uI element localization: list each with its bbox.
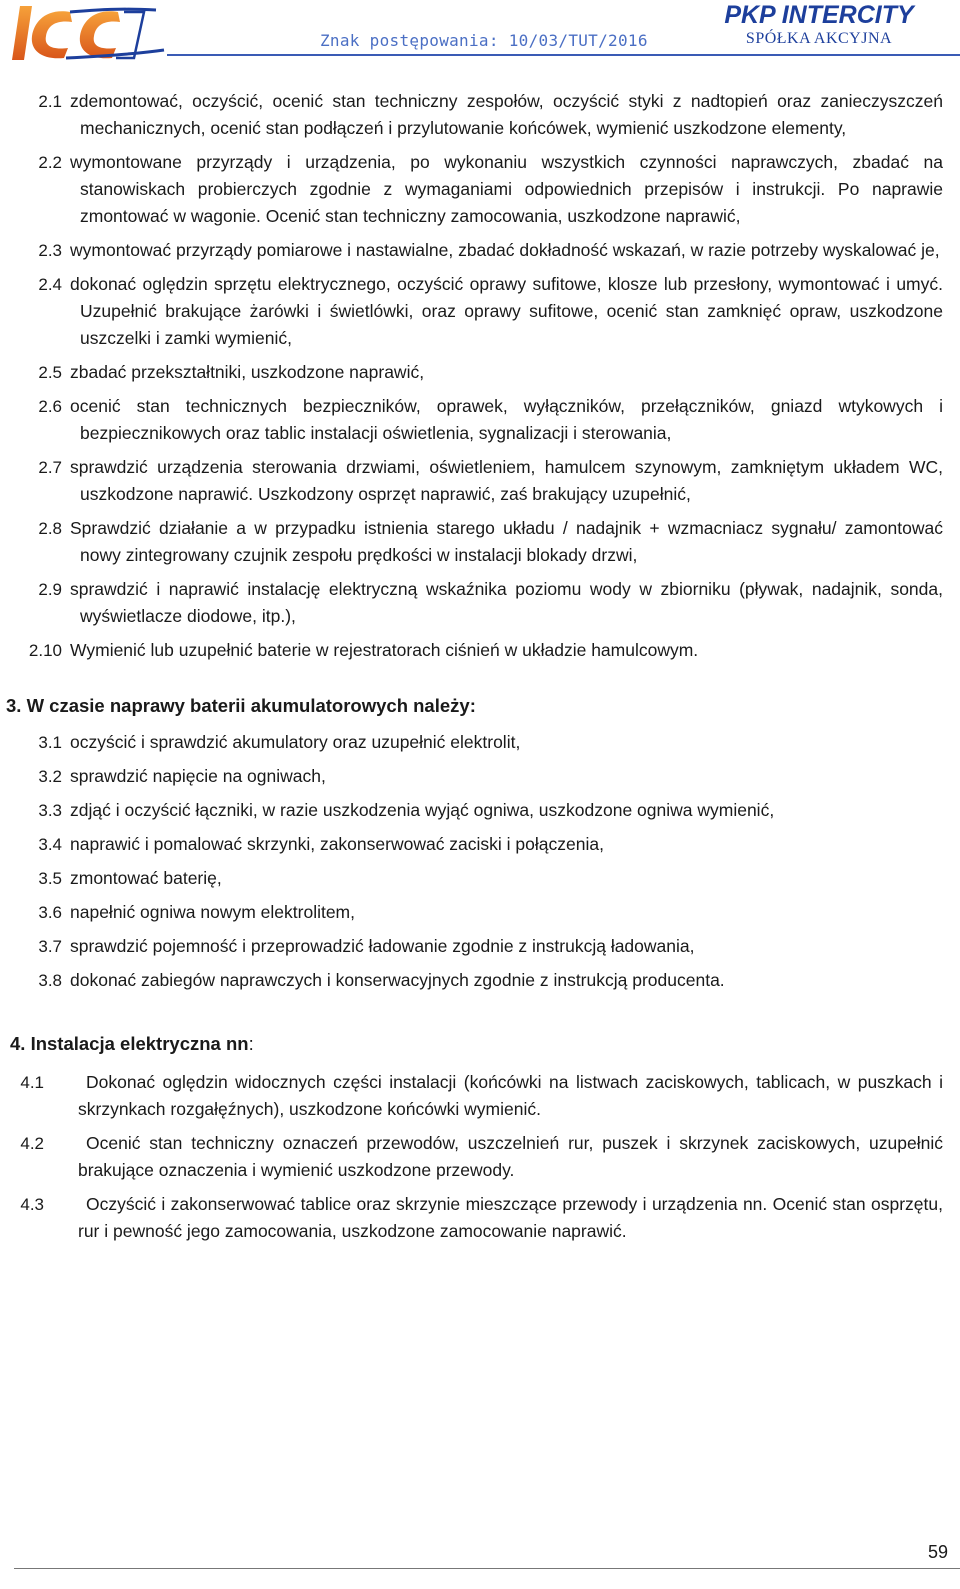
list-item	[0, 237, 960, 264]
item-text: Wymienić lub uzupełnić baterie w rejestratorach ciśnień w układzie hamulcowym.	[70, 640, 699, 660]
item-number: 4.3	[20, 1195, 44, 1214]
section-2-list	[0, 88, 960, 664]
item-text: naprawić i pomalować skrzynki, zakonserwować zaciski i połączenia,	[70, 834, 604, 854]
item-number: 4.1	[20, 1073, 44, 1092]
pkp-intercity-brand	[684, 2, 954, 48]
item-number: 2.10	[28, 641, 62, 660]
section-4-title: 4. Instalacja elektryczna nn	[10, 1033, 249, 1054]
item-text: zdemontować, oczyścić, ocenić stan techniczny zespołów, oczyścić styki z nadtopień oraz zanieczyszczeń mechanicznych, ocenić stan podłączeń i przylutowanie końcówek, wymienić uszkodzone elementy,	[70, 91, 943, 138]
procedure-reference: Znak postępowania: 10/03/TUT/2016	[320, 31, 648, 50]
item-text: Sprawdzić działanie a w przypadku istnienia starego układu / nadajnik + wzmacniacz sygnału/ zamontować nowy zintegrowany czujnik zespołu prędkości w instalacji blokady drzwi,	[70, 518, 943, 565]
brand-subtitle: SPÓŁKA AKCYJNA	[745, 30, 893, 47]
item-number: 3.1	[38, 733, 62, 752]
list-item	[0, 729, 960, 756]
section-3-heading: 3. W czasie naprawy baterii akumulatorowych należy:	[6, 695, 476, 716]
icc-logo	[6, 2, 166, 67]
item-text: wymontować przyrządy pomiarowe i nastawialne, zbadać dokładność wskazań, w razie potrzeby wyskalować je,	[70, 240, 940, 260]
icc-logo-icon	[6, 2, 166, 62]
item-number: 2.8	[38, 519, 62, 538]
item-text: napełnić ogniwa nowym elektrolitem,	[70, 902, 355, 922]
section-3-list	[0, 729, 960, 994]
item-text: dokonać zabiegów naprawczych i konserwacyjnych zgodnie z instrukcją producenta.	[70, 970, 725, 990]
item-number: 2.7	[38, 458, 62, 477]
item-number: 2.5	[38, 363, 62, 382]
item-text: oczyścić i sprawdzić akumulatory oraz uzupełnić elektrolit,	[70, 732, 521, 752]
list-item	[0, 967, 960, 994]
list-item	[0, 88, 960, 142]
list-item	[0, 454, 960, 508]
list-item	[0, 576, 960, 630]
item-number: 3.6	[38, 903, 62, 922]
list-item	[0, 637, 960, 664]
list-item	[0, 763, 960, 790]
item-number: 2.9	[38, 580, 62, 599]
item-text: ocenić stan technicznych bezpieczników, oprawek, wyłączników, przełączników, gniazd wtykowych i bezpiecznikowych oraz tablic instalacji oświetlenia, sygnalizacji i sterowania,	[70, 396, 943, 443]
list-item	[0, 899, 960, 926]
list-item	[0, 797, 960, 824]
item-text: sprawdzić pojemność i przeprowadzić ładowanie zgodnie z instrukcją ładowania,	[70, 936, 695, 956]
item-text: zdjąć i oczyścić łączniki, w razie uszkodzenia wyjąć ogniwa, uszkodzone ogniwa wymienić,	[70, 800, 775, 820]
item-text: zbadać przekształtniki, uszkodzone naprawić,	[70, 362, 425, 382]
item-number: 2.6	[38, 397, 62, 416]
section-4-heading	[10, 1030, 960, 1057]
footer-divider	[14, 1568, 960, 1569]
page-number: 59	[927, 1542, 948, 1562]
list-item	[0, 359, 960, 386]
item-number: 3.2	[38, 767, 62, 786]
item-number: 3.5	[38, 869, 62, 888]
item-text: sprawdzić i naprawić instalację elektryczną wskaźnika poziomu wody w zbiorniku (pływak, nadajnik, sonda, wyświetlacze diodowe, itp.),	[70, 579, 943, 626]
list-item	[0, 831, 960, 858]
list-item	[0, 933, 960, 960]
document-body	[0, 88, 960, 1252]
item-number: 2.3	[38, 241, 62, 260]
item-number: 3.3	[38, 801, 62, 820]
list-item	[0, 1130, 960, 1184]
list-item	[0, 393, 960, 447]
item-text: zmontować baterię,	[70, 868, 222, 888]
item-text: sprawdzić napięcie na ogniwach,	[70, 766, 326, 786]
list-item	[0, 515, 960, 569]
item-number: 3.4	[38, 835, 62, 854]
item-number: 2.2	[38, 153, 62, 172]
section-4-colon: :	[248, 1033, 254, 1054]
page-header	[0, 0, 960, 68]
item-number: 2.4	[38, 275, 62, 294]
item-text: Oczyścić i zakonserwować tablice oraz skrzynie mieszczące przewody i urządzenia nn. Ocenić stan osprzętu, rur i pewność jego zamocowania, uszkodzone zamocowanie naprawić.	[78, 1194, 943, 1241]
list-item	[0, 271, 960, 352]
list-item	[0, 1191, 960, 1245]
item-text: Dokonać oględzin widocznych części instalacji (końcówki na listwach zaciskowych, tablicach, w puszkach i skrzynkach rozgałęźnych), uszkodzone końcówki wymienić.	[78, 1072, 943, 1119]
list-item	[0, 149, 960, 230]
item-text: wymontowane przyrządy i urządzenia, po wykonaniu wszystkich czynności naprawczych, zbadać na stanowiskach probierczych zgodnie z wymaganiami odpowiednich przepisów i instrukcji. Po naprawie zmontować w wagonie. Ocenić stan techniczny zamocowania, uszkodzone naprawić,	[70, 152, 943, 226]
item-text: sprawdzić urządzenia sterowania drzwiami, oświetleniem, hamulcem szynowym, zamkniętym układem WC, uszkodzone naprawić. Uszkodzony osprzęt naprawić, zaś brakujący uzupełnić,	[70, 457, 943, 504]
item-text: dokonać oględzin sprzętu elektrycznego, oczyścić oprawy sufitowe, klosze lub przesłony, wymontować i umyć. Uzupełnić brakujące żarówki i świetlówki, oraz oprawy sufitowe, ocenić stan zamknięć opraw, uszkodzone uszczelki i zamki wymienić,	[70, 274, 943, 348]
brand-name: PKP INTERCITY	[724, 1, 914, 29]
section-4-list	[0, 1069, 960, 1245]
item-number: 2.1	[38, 92, 62, 111]
header-divider	[167, 54, 960, 56]
item-number: 3.8	[38, 971, 62, 990]
list-item	[0, 1069, 960, 1123]
list-item	[0, 865, 960, 892]
item-text: Ocenić stan techniczny oznaczeń przewodów, uszczelnień rur, puszek i skrzynek zaciskowych, uzupełnić brakujące oznaczenia i wymienić uszkodzone przewody.	[78, 1133, 943, 1180]
item-number: 3.7	[38, 937, 62, 956]
item-number: 4.2	[20, 1134, 44, 1153]
